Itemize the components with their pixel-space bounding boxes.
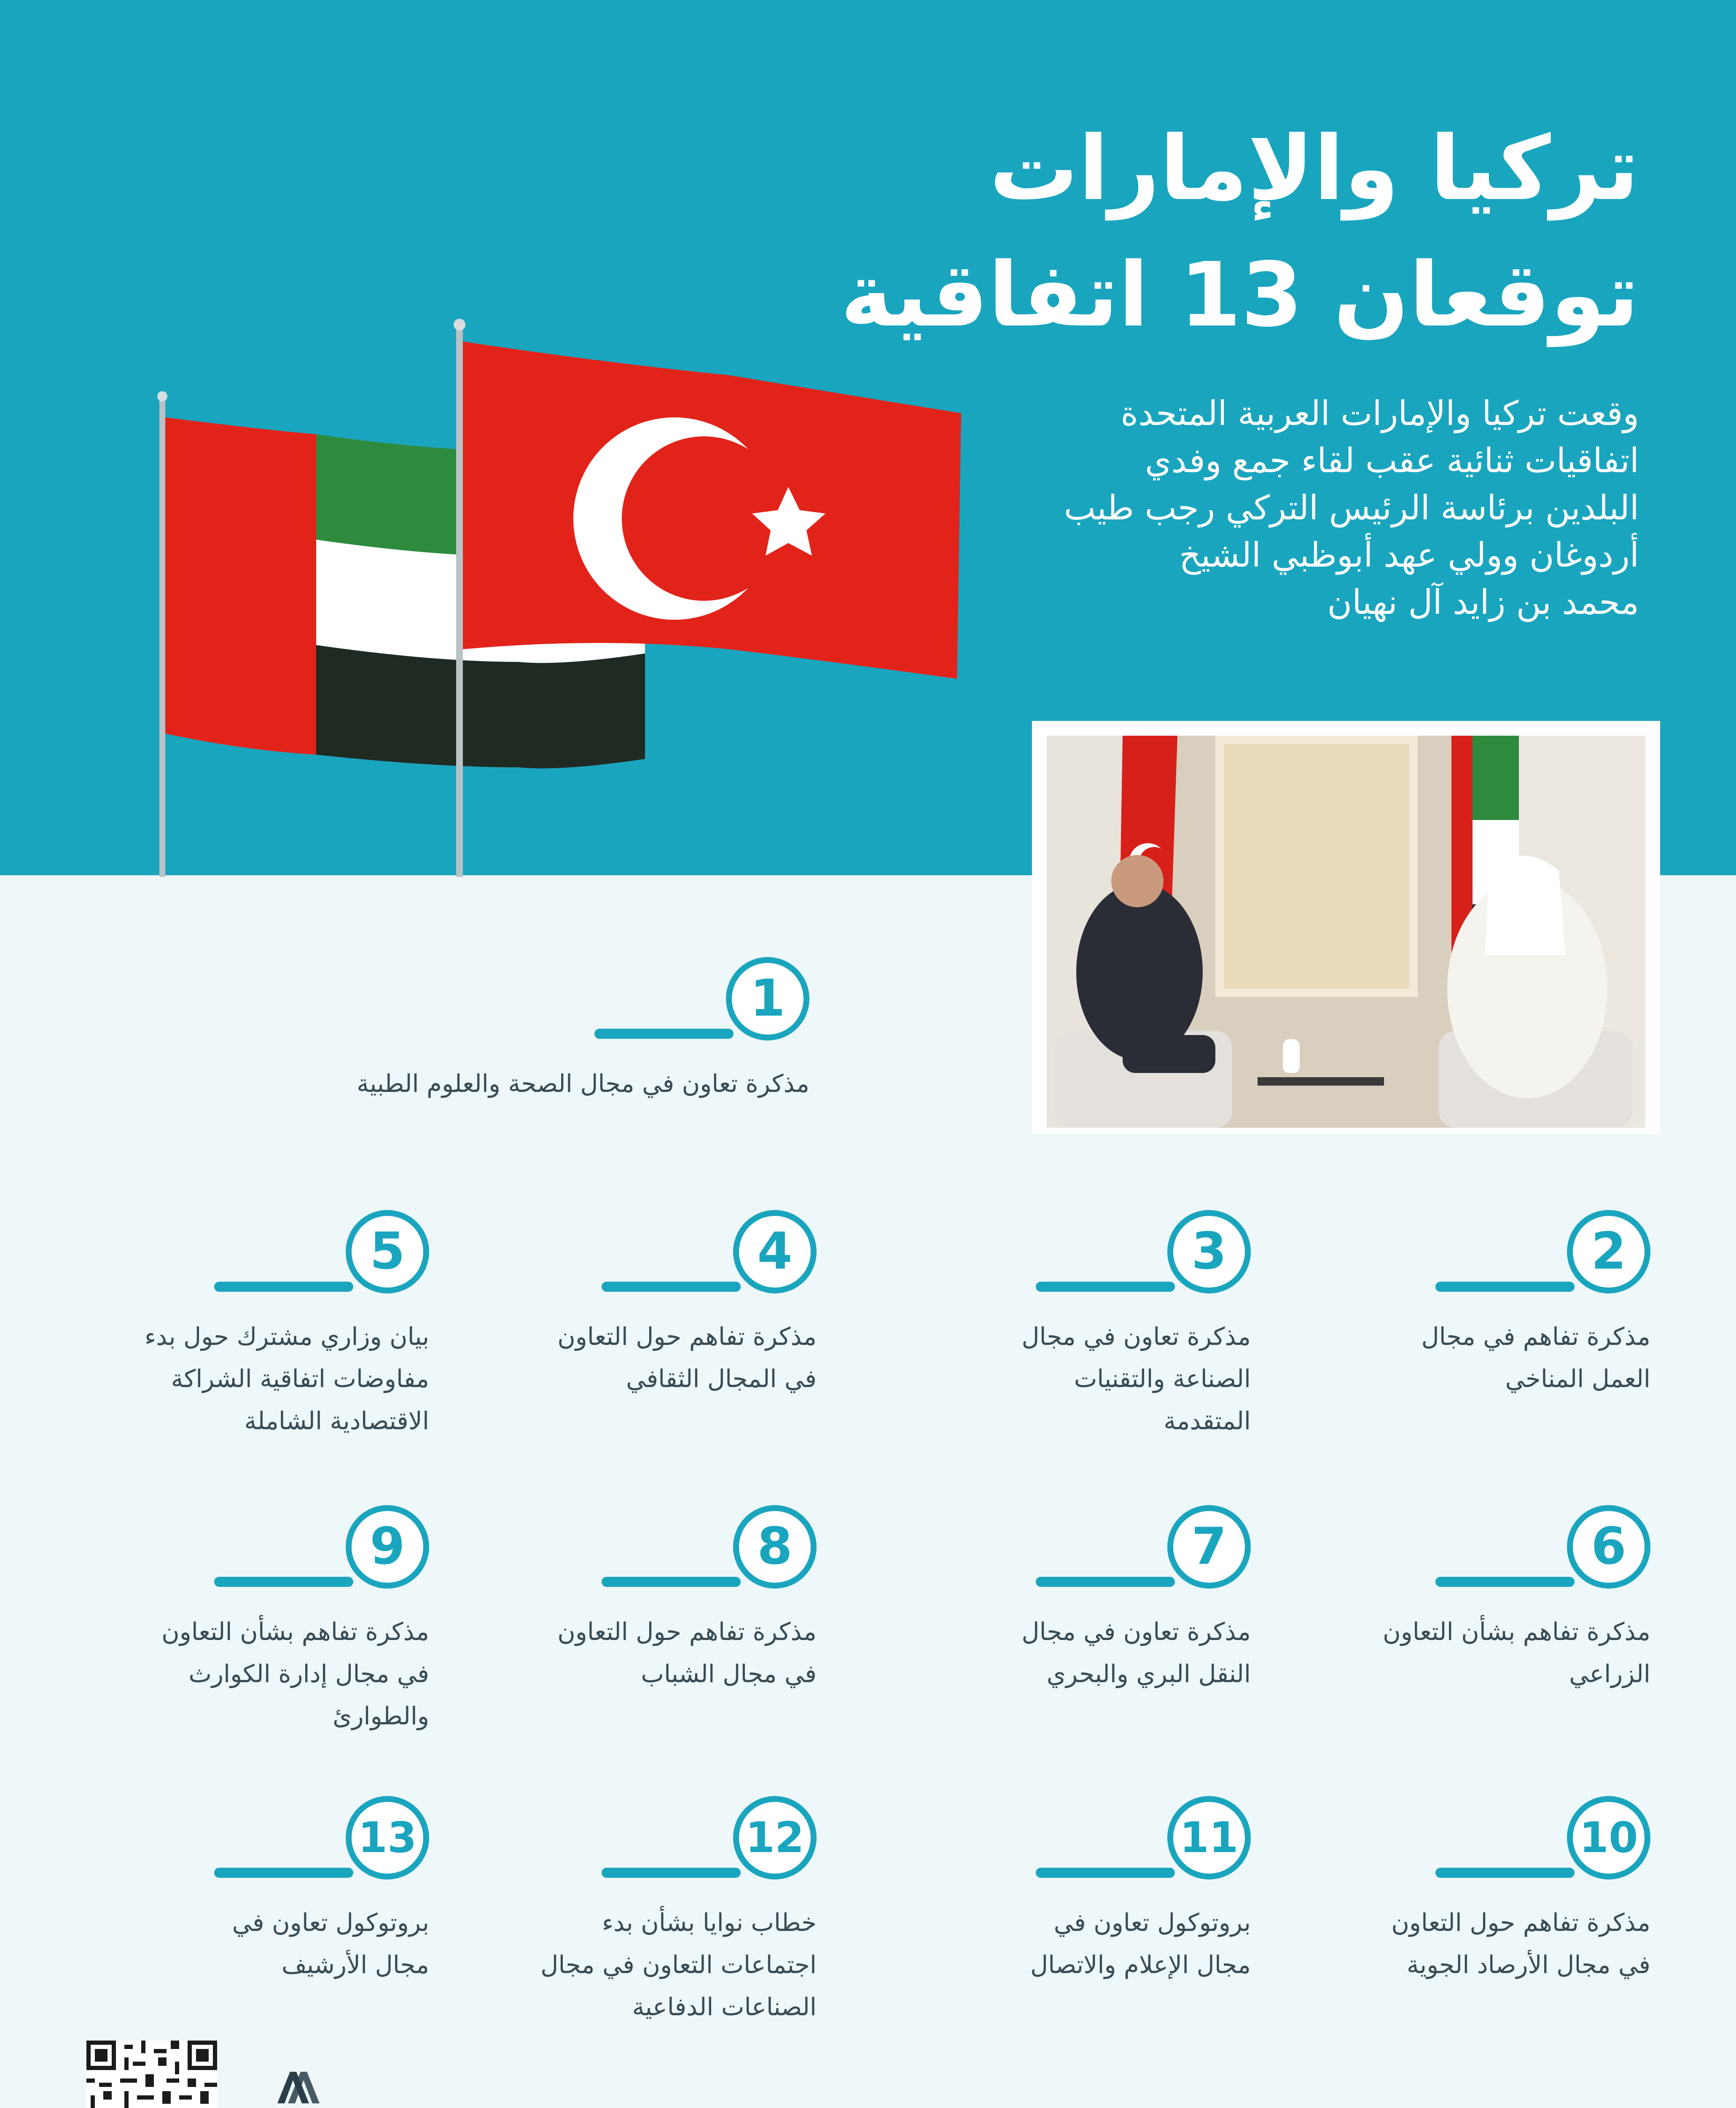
agreement-text	[458, 1315, 817, 1400]
number-marker	[71, 1210, 429, 1299]
agreement-line: مذكرة تفاهم حول التعاون	[557, 1322, 817, 1351]
agreement-text	[71, 1901, 429, 1986]
agreement-line: والطوارئ	[333, 1702, 429, 1730]
agreement-line: مذكرة تعاون في مجال	[1021, 1617, 1251, 1646]
agreement-line: مذكرة تفاهم في مجال	[1421, 1322, 1650, 1351]
agreement-text	[71, 1315, 429, 1442]
intro-line: أردوغان وولي عهد أبوظبي الشيخ	[1179, 535, 1639, 575]
number-marker	[458, 1796, 817, 1885]
intro-line: اتفاقيات ثنائية عقب لقاء جمع وفدي	[1145, 441, 1639, 480]
number-underline	[602, 1868, 741, 1878]
agreement-line: في مجال الشباب	[641, 1659, 817, 1688]
turkey-flag-pole	[456, 325, 463, 877]
number-marker	[892, 1505, 1251, 1594]
agreement-text	[458, 1611, 817, 1695]
agreement-text	[1292, 1611, 1650, 1695]
number-marker	[71, 1505, 429, 1594]
agreement-line: مفاوضات اتفاقية الشراكة	[171, 1364, 429, 1393]
agreement-line: مذكرة تعاون في مجال الصحة والعلوم الطبية	[357, 1069, 809, 1098]
number-marker	[1292, 1505, 1650, 1594]
agreement-line: اجتماعات التعاون في مجال	[540, 1950, 817, 1979]
number-badge: 10	[1567, 1796, 1650, 1879]
number-underline	[214, 1868, 353, 1878]
number-underline	[1036, 1577, 1175, 1587]
number-underline	[1036, 1868, 1175, 1878]
agreement-text	[1292, 1315, 1650, 1400]
number-marker	[1292, 1796, 1650, 1885]
anadolu-agency-logo	[252, 2063, 336, 2108]
agreement-line: مذكرة تفاهم حول التعاون	[557, 1617, 817, 1646]
agreement-text	[458, 1901, 817, 2028]
flags-illustration	[139, 312, 1003, 877]
number-badge: 11	[1167, 1796, 1251, 1879]
agreement-line: مذكرة تعاون في مجال	[1021, 1322, 1251, 1351]
agreement-line: النقل البري والبحري	[1046, 1659, 1251, 1688]
agreement-line: المتقدمة	[1164, 1406, 1251, 1435]
number-badge: 13	[346, 1796, 429, 1879]
agreement-line: في المجال الثقافي	[626, 1364, 817, 1393]
number-underline	[214, 1577, 353, 1587]
number-badge: 1	[726, 957, 809, 1041]
number-underline	[1435, 1868, 1575, 1878]
agreement-line: بروتوكول تعاون في	[232, 1908, 429, 1937]
number-marker	[451, 957, 809, 1046]
title-line-2: توقعان 13 اتفاقية	[840, 243, 1639, 347]
agreement-line: مذكرة تفاهم حول التعاون	[1391, 1908, 1650, 1937]
agreement-text	[1292, 1901, 1650, 1986]
number-badge: 8	[733, 1505, 817, 1589]
number-underline	[1036, 1282, 1175, 1292]
intro-paragraph	[1049, 390, 1639, 626]
agreement-line: الزراعي	[1569, 1659, 1650, 1688]
number-badge: 6	[1567, 1505, 1650, 1589]
leaders-meeting-photo	[1047, 736, 1645, 1128]
agreement-line: الصناعة والتقنيات	[1074, 1364, 1251, 1393]
number-badge: 3	[1167, 1210, 1251, 1293]
number-marker	[1292, 1210, 1650, 1299]
agreement-line: بروتوكول تعاون في	[1053, 1908, 1251, 1937]
agreement-line: في مجال الأرصاد الجوية	[1406, 1950, 1650, 1979]
agreement-line: العمل المناخي	[1505, 1364, 1650, 1393]
uae-flag-pole	[159, 396, 165, 877]
number-underline	[594, 1029, 734, 1039]
agreement-line: خطاب نوايا بشأن بدء	[602, 1908, 817, 1937]
intro-line: البلدين برئاسة الرئيس التركي رجب طيب	[1064, 488, 1639, 527]
agreement-text	[71, 1611, 429, 1737]
intro-line: وقعت تركيا والإمارات العربية المتحدة	[1121, 394, 1639, 433]
title-line-1: تركيا والإمارات	[989, 117, 1639, 220]
agreement-line: بيان وزاري مشترك حول بدء	[144, 1322, 429, 1351]
intro-line: محمد بن زايد آل نهيان	[1327, 583, 1639, 622]
qr-code[interactable]	[86, 2041, 217, 2108]
agreement-line: مذكرة تفاهم بشأن التعاون	[161, 1617, 429, 1646]
number-marker	[458, 1210, 817, 1299]
agreement-line: الاقتصادية الشاملة	[244, 1406, 429, 1435]
number-marker	[892, 1210, 1251, 1299]
agreement-text	[892, 1611, 1251, 1695]
number-badge: 12	[733, 1796, 817, 1879]
number-badge: 5	[346, 1210, 429, 1293]
number-underline	[602, 1577, 741, 1587]
agreement-line: مذكرة تفاهم بشأن التعاون	[1383, 1617, 1650, 1646]
number-marker	[892, 1796, 1251, 1885]
number-badge: 9	[346, 1505, 429, 1589]
turkey-flag	[463, 341, 961, 679]
number-underline	[1435, 1282, 1575, 1292]
agreement-line: في مجال إدارة الكوارث	[188, 1659, 429, 1688]
agreement-line: مجال الأرشيف	[281, 1950, 429, 1979]
number-marker	[71, 1796, 429, 1885]
agreement-line: مجال الإعلام والاتصال	[1030, 1950, 1251, 1979]
number-marker	[458, 1505, 817, 1594]
agreement-line: الصناعات الدفاعية	[632, 1992, 817, 2021]
number-underline	[1435, 1577, 1575, 1587]
number-badge: 7	[1167, 1505, 1251, 1589]
number-underline	[214, 1282, 353, 1292]
leaders-photo-frame	[1032, 721, 1660, 1134]
number-badge: 2	[1567, 1210, 1650, 1293]
agreement-text	[892, 1315, 1251, 1442]
number-badge: 4	[733, 1210, 817, 1293]
number-underline	[602, 1282, 741, 1292]
agreement-text	[261, 1062, 809, 1105]
agreement-text	[892, 1901, 1251, 1986]
